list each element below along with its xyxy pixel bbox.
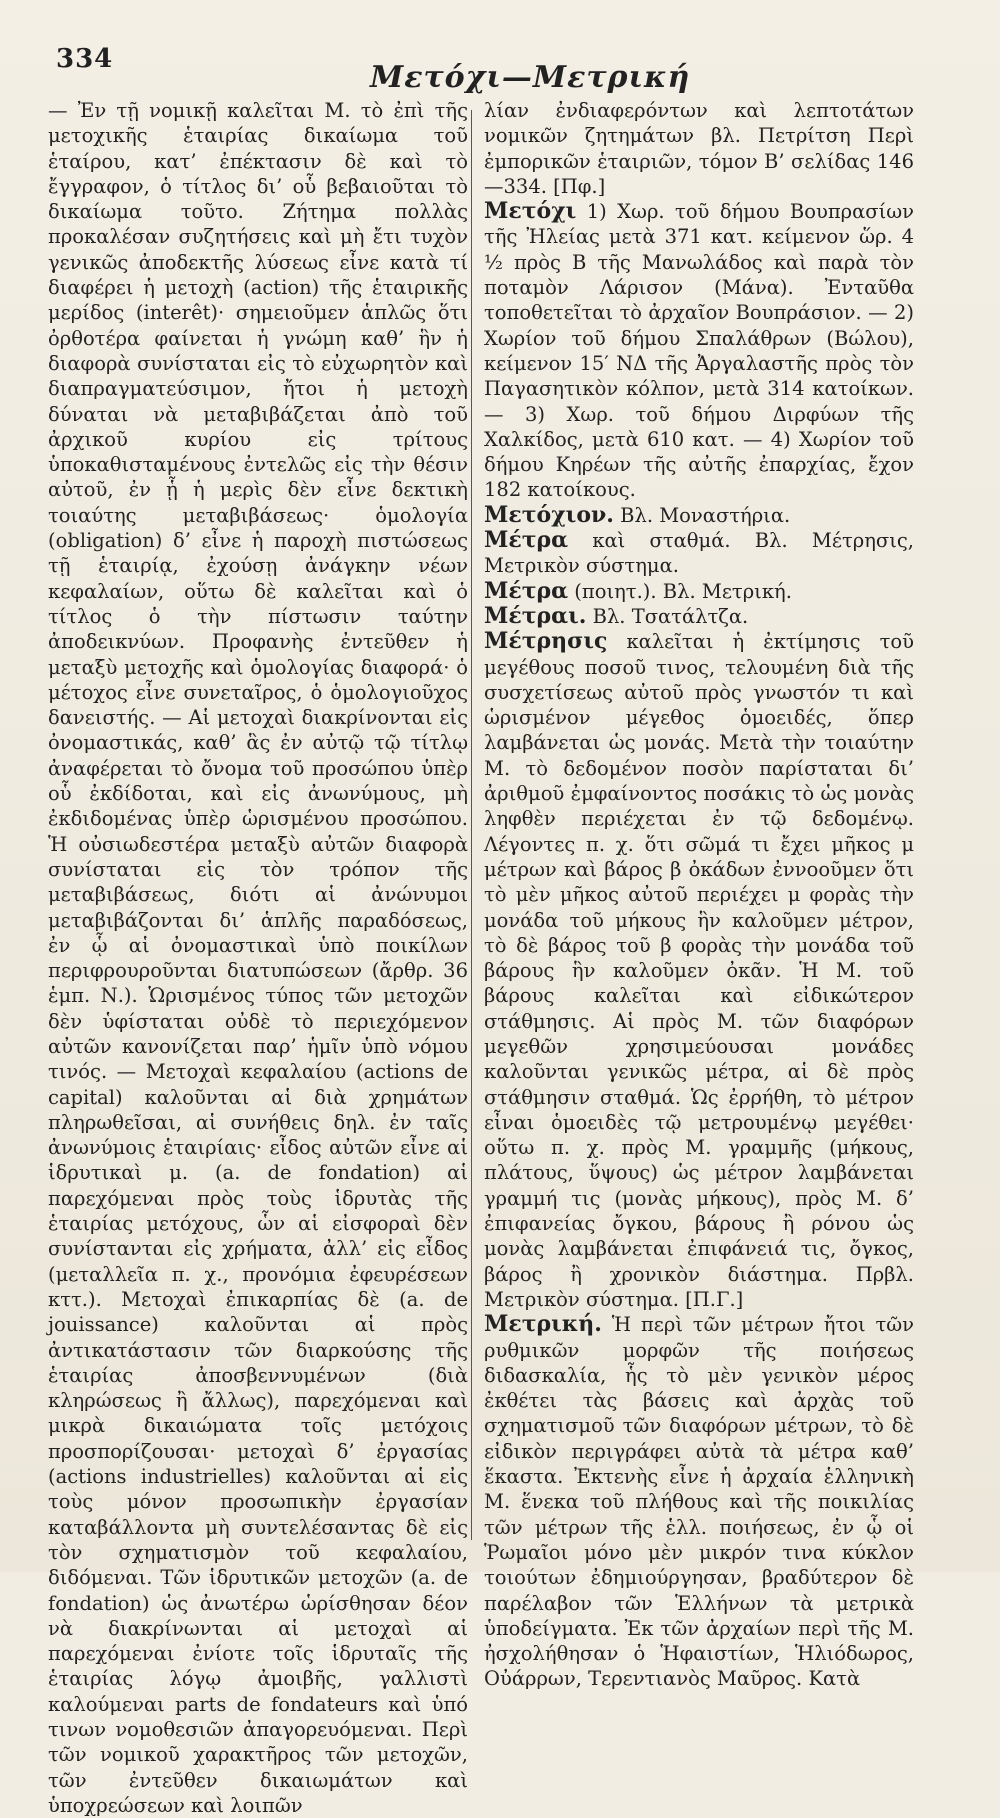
entry-metochion <box>484 503 914 528</box>
column-divider <box>471 110 472 1540</box>
entry-metra-poiit <box>484 579 914 604</box>
entry-text: 1) Χωρ. τοῦ δήμου Βουπρασίων τῆς Ἠλείας μετὰ 371 κατ. κείμενον ὥρ. 4 ½ πρὸς Β τῆς Μανωλάδος καὶ παρὰ τὸν ποταμὸν Λάρισον (Μάνα). Ἐνταῦθα τοποθετεῖται τὸ ἀρχαῖον Βουπράσιον. — 2) Χωρίον τοῦ δήμου Σπαλάθρων (Βώλου), κείμενον 15′ ΝΔ τῆς Ἀργαλαστῆς πρὸς τὸν Παγασητικὸν κόλπον, μετὰ 314 κατοίκων. — 3) Χωρ. τοῦ δήμου Διρφύων τῆς Χαλκίδος, μετὰ 610 κατ. — 4) Χωρίον τοῦ δήμου Κηρέων τῆς αὐτῆς ἐπαρχίας, ἔχον 182 κατοίκους. <box>484 200 914 502</box>
entry-text: Βλ. Τσατάλτζα. <box>592 604 749 628</box>
entry-metra-stathma <box>484 528 914 579</box>
entry-continuation <box>484 98 914 199</box>
entry-metochi <box>484 199 914 503</box>
entry-text: Ἡ περὶ τῶν μέτρων ἤτοι τῶν ρυθμικῶν μορφῶν τῆς ποιήσεως διδασκαλία, ἧς τὸ μὲν γενικὸν μέρος ἐκθέτει τὰς βάσεις καὶ ἀρχὰς τοῦ σχηματισμοῦ τῶν διαφόρων μέτρων, τὸ δὲ εἰδικὸν περιγράφει αὐτὰ τὰ μέτρα καθ’ ἕκαστα. Ἐκτενὴς εἶνε ἡ ἀρχαία ἑλληνικὴ Μ. ἕνεκα τοῦ πλήθους καὶ τῆς ποικιλίας τῶν μέτρων τῆς ἑλλ. ποιήσεως, ἐν ᾧ οἱ Ῥωμαῖοι μόνο μὲν μικρόν τινα κύκλον τοιούτων ἐδημιούργησαν, βραδύτερον δὲ παρέλαβον τῶν Ἑλλήνων τὰ μετρικὰ ὑποδείγματα. Ἐκ τῶν ἀρχαίων περὶ τῆς Μ. ἠσχολήθησαν ὁ Ἡφαιστίων, Ἡλιόδωρος, Οὐάρρων, Τερεντιανὸς Μαῦρος. Κατὰ <box>484 1313 914 1691</box>
page-number: 334 <box>56 44 114 74</box>
headword: Μέτρα <box>484 527 569 554</box>
headword: Μετρική. <box>484 1311 602 1338</box>
running-title: Μετόχι—Μετρική <box>370 60 691 95</box>
headword: Μετόχι <box>484 198 577 225</box>
headword: Μέτρα <box>484 577 569 604</box>
left-column <box>48 98 468 1817</box>
right-column <box>484 98 914 1691</box>
entry-metrisis <box>484 629 914 1312</box>
headword: Μέτραι. <box>484 602 587 629</box>
headword: Μετόχιον. <box>484 501 614 528</box>
headword: Μέτρησις <box>484 628 608 655</box>
entry-paragraph: — Ἐν τῇ νομικῇ καλεῖται Μ. τὸ ἐπὶ τῆς μετοχικῆς ἑταιρίας δικαίωμα τοῦ ἑταίρου, κατ’ ἐπέκτασιν δὲ καὶ τὸ ἔγγραφον, ὁ τίτλος δι’ οὗ βεβαιοῦται τὸ δικαίωμα τοῦτο. Ζήτημα πολλὰς προκαλέσαν συζητήσεις καὶ μὴ ἔτι τυχὸν γενικῶς ἀποδεκτῆς λύσεως εἶνε κατὰ τί διαφέρει ἡ μετοχὴ (action) τῆς ἑταιρικῆς μερίδος (interêt)· σημειοῦμεν ἁπλῶς ὅτι ὀρθοτέρα φαίνεται ἡ γνώμη καθ’ ἣν ἡ διαφορὰ συνίσταται εἰς τὸ εὐχωρητὸν καὶ διαπραγματεύσιμον, ἤτοι ἡ μετοχὴ δύναται νὰ μεταβιβάζεται ἀπὸ τοῦ ἀρχικοῦ κυρίου εἰς τρίτους ὑποκαθισταμένους ἐντελῶς εἰς τὴν θέσιν αὐτοῦ, ἐν ᾗ ἡ μερὶς δὲν εἶνε δεκτικὴ τοιαύτης μεταβιβάσεως· ὁμολογία (obligation) δ’ εἶνε ἡ παροχὴ πιστώσεως τῇ ἑταιρίᾳ, ἐχούσῃ ἀνάγκην νέων κεφαλαίων, οὕτω δὲ καλεῖται καὶ ὁ τίτλος ὁ τὴν πίστωσιν ταύτην ἀποδεικνύων. Προφανὴς ἐντεῦθεν ἡ μεταξὺ μετοχῆς καὶ ὁμολογίας διαφορά· ὁ μέτοχος εἶνε συνεταῖρος, ὁ ὁμολογιοῦχος δανειστής. — Αἱ μετοχαὶ διακρίνονται εἰς ὀνομαστικάς, καθ’ ἃς ἐν αὐτῷ τῷ τίτλῳ ἀναφέρεται τὸ ὄνομα τοῦ προσώπου ὑπὲρ οὗ ἐκδίδοται, καὶ εἰς ἀνωνύμους, μὴ ἐκδιδομένας ὑπὲρ ὡρισμένου προσώπου. Ἡ οὐσιωδεστέρα μεταξὺ αὐτῶν διαφορὰ συνίσταται εἰς τὸν τρόπον τῆς μεταβιβάσεως, διότι αἱ ἀνώνυμοι μεταβιβάζονται δι’ ἁπλῆς παραδόσεως, ἐν ᾧ αἱ ὀνομαστικαὶ ὑπὸ ποικίλων περιφρουροῦνται διατυπώσεων (ἄρθρ. 36 ἑμπ. Ν.). Ὡρισμένος τύπος τῶν μετοχῶν δὲν ὑφίσταται οὐδὲ τὸ περιεχόμενον αὐτῶν κανονίζεται παρ’ ἡμῖν ὑπὸ νόμου τινός. — Μετοχαὶ κεφαλαίου (actions de capital) καλοῦνται αἱ διὰ χρημάτων πληρωθεῖσαι, αἱ συνήθεις δηλ. ἐν ταῖς ἀνωνύμοις ἑταιρίαις· εἶδος αὐτῶν εἶνε αἱ ἱδρυτικαὶ μ. (a. de fondation) αἱ παρεχόμεναι πρὸς τοὺς ἱδρυτὰς τῆς ἑταιρίας μετόχους, ὧν αἱ εἰσφοραὶ δὲν συνίστανται εἰς χρήματα, ἀλλ’ εἰς εἶδος (μεταλλεῖα π. χ., προνόμια ἐφευρέσεων κττ.). Μετοχαὶ ἐπικαρπίας δὲ (a. de jouissance) καλοῦνται αἱ πρὸς ἀντικατάστασιν τῶν διαρκούσης τῆς ἑταιρίας ἀποσβεννυμένων (διὰ κληρώσεως ἢ ἄλλως), παρεχόμεναι καὶ μικρὰ δικαιώματα τοῖς μετόχοις προσπορίζουσαι· μετοχαὶ δ’ ἐργασίας (actions industrielles) καλοῦνται αἱ εἰς τοὺς μόνον προσωπικὴν ἐργασίαν καταβάλλοντα μὴ συντελέσαντας δὲ εἰς τὸν σχηματισμὸν τοῦ κεφαλαίου, διδόμεναι. Τῶν ἱδρυτικῶν μετοχῶν (a. de fondation) ὡς ἀνωτέρω ὡρίσθησαν δέον νὰ διακρίνωνται αἱ μετοχαὶ αἱ παρεχόμεναι ἐνίοτε τοῖς ἱδρυταῖς τῆς ἑταιρίας λόγῳ ἀμοιβῆς, γαλλιστὶ καλούμεναι parts de fondateurs καὶ ὑπό τινων νομοθεσιῶν ἀπαγορευόμεναι. Περὶ τῶν νομικοῦ χαρακτῆρος τῶν μετοχῶν, τῶν ἐντεῦθεν δικαιωμάτων καὶ ὑποχρεώσεων καὶ λοιπῶν <box>48 99 468 1817</box>
entry-metriki <box>484 1312 914 1691</box>
entry-metrai <box>484 604 914 629</box>
entry-text: (ποιητ.). Βλ. Μετρική. <box>574 579 792 603</box>
entry-text: καλεῖται ἡ ἐκτίμησις τοῦ μεγέθους ποσοῦ τινος, τελουμένη διὰ τῆς συσχετίσεως αὐτοῦ πρὸς γνωστόν τι καὶ ὡρισμένον μέγεθος ὁμοειδές, ὅπερ λαμβάνεται ὡς μονάς. Μετὰ τὴν τοιαύτην Μ. τὸ δεδομένον ποσὸν παρίσταται δι’ ἀριθμοῦ ἐμφαίνοντος ποσάκις τὸ ὡς μονὰς ληφθὲν περιέχεται ἐν τῷ δεδομένῳ. Λέγοντες π. χ. ὅτι σῶμά τι ἔχει μῆκος μ μέτρων καὶ βάρος β ὀκάδων ἐννοοῦμεν ὅτι τὸ μὲν μῆκος αὐτοῦ περιέχει μ φορὰς τὴν μονάδα τοῦ μήκους ἣν καλοῦμεν μέτρον, τὸ δὲ βάρος τοῦ β φορὰς τὴν μονάδα τοῦ βάρους ἣν καλοῦμεν ὀκᾶν. Ἡ Μ. τοῦ βάρους καλεῖται καὶ εἰδικώτερον στάθμησις. Αἱ πρὸς Μ. τῶν διαφόρων μεγεθῶν χρησιμεύουσαι μονάδες καλοῦνται γενικῶς μέτρα, αἱ δὲ πρὸς στάθμησιν σταθμά. Ὡς ἐρρήθη, τὸ μέτρον εἶναι ὁμοειδὲς τῷ μετρουμένῳ μεγέθει· οὕτω π. χ. πρὸς Μ. γραμμῆς (μήκους, πλάτους, ὕψους) ὡς μέτρον λαμβάνεται γραμμή τις (μονὰς μήκους), πρὸς Μ. δ’ ἐπιφανείας ὄγκου, βάρους ἢ ρόνου ὡς μονὰς λαμβάνεται ἐπιφάνειά τις, ὄγκος, βάρος ἢ χρονικὸν διάστημα. Πρβλ. Μετρικὸν σύστημα. [Π.Γ.] <box>484 630 914 1311</box>
entry-text: λίαν ἐνδιαφερόντων καὶ λεπτοτάτων νομικῶν ζητημάτων βλ. Πετρίτση Περὶ ἐμπορικῶν ἑταιριῶν, τόμον Β’ σελίδας 146—334. [Πφ.] <box>484 99 914 198</box>
entry-text: καὶ σταθμά. Βλ. Μέτρησις, Μετρικὸν σύστημα. <box>484 529 914 578</box>
entry-text: Βλ. Μοναστήρια. <box>620 503 791 527</box>
